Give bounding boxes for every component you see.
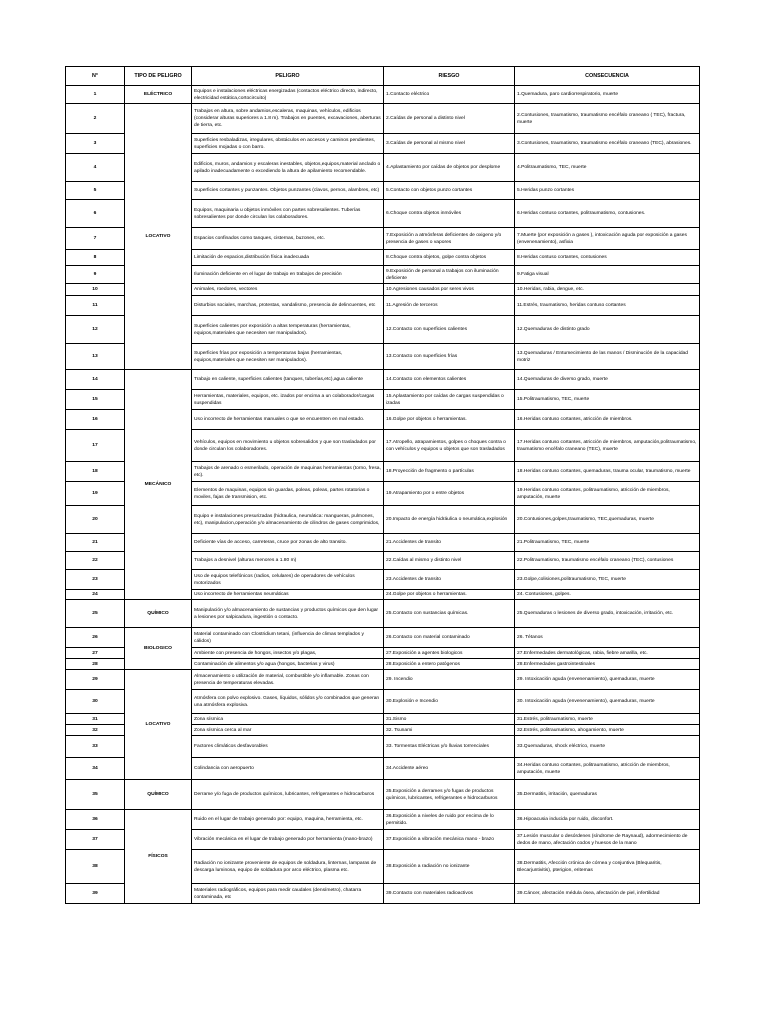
consequence-cell: 1.Quemadura, paro cardiorrespiratorio, muerte	[515, 86, 700, 104]
consequence-cell: 30. Intoxicación aguda (envenenamiento), quemaduras, muerte	[515, 690, 700, 714]
row-number: 36	[66, 810, 125, 830]
hazard-type: QUÍMICO	[125, 600, 192, 628]
hazard-type: LOCATIVO	[125, 104, 192, 370]
consequence-cell: 3.Contusiones, traumatismo, traumatismo encéfalo craneano (TEC), abrasiones.	[515, 134, 700, 154]
row-number: 21	[66, 534, 125, 552]
risk-cell: 6.Choque contra objetos inmóviles	[384, 200, 515, 228]
hazard-cell: Materiales radiográficos, equipos para medir caudales (densímetro), chatarra contaminada, etc	[192, 884, 384, 904]
consequence-cell: 16.Heridas contuso cortantes, atricción de miembros.	[515, 410, 700, 430]
table-row	[66, 370, 700, 390]
risk-cell: 13.Contacto con superficies frías	[384, 344, 515, 370]
row-number: 24	[66, 590, 125, 600]
consequence-cell: 37.Lesión muscular o desórdenes (síndrome de Raynaud), adormecimiento de dedos de mano, afectación codos y huesos de la mano	[515, 830, 700, 850]
row-number: 17	[66, 430, 125, 462]
hazard-cell: Disturbios sociales, marchas, protestas, vandalismo, presencia de delincuentes, etc	[192, 296, 384, 316]
row-number: 39	[66, 884, 125, 904]
consequence-cell: 7.Muerte (por exposición a gases ), intoxicación aguda por exposición a gases (envenenamiento), asfixia	[515, 228, 700, 250]
hazard-cell: Vehículos, equipos en movimiento u objetos sobresalidos y que son trasladados por donde circulan los colaboradores.	[192, 430, 384, 462]
hazard-cell: Uso incorrecto de herramientas neumáticas	[192, 590, 384, 600]
consequence-cell: 39.Cáncer, afectación médula ósea, afectación de piel, infertilidad	[515, 884, 700, 904]
consequence-cell: 22.Politraumatismo, traumatismo encéfalo craneano (TEC), contusiones	[515, 552, 700, 570]
hazard-cell: Herramientas, materiales, equipos, etc. izados por encima a un colaborador/cargas suspendidas	[192, 390, 384, 410]
risk-cell: 19.Atrapamiento por o entre objetos	[384, 482, 515, 506]
row-number: 11	[66, 296, 125, 316]
hazard-cell: Equipos e instalaciones eléctricas energizadas (contactos eléctrico directo, indirecto, electricidad estática,cortocircuito)	[192, 86, 384, 104]
consequence-cell: 9.Fatiga visual	[515, 266, 700, 284]
row-number: 26	[66, 628, 125, 648]
hazard-cell: Contaminación de alimentos y/o agua (hongos, bacterias y virus)	[192, 659, 384, 670]
row-number: 30	[66, 690, 125, 714]
consequence-cell: 5.Heridas punzo cortantes	[515, 182, 700, 200]
consequence-cell: 21.Politraumatismo, TEC, muerte	[515, 534, 700, 552]
risk-cell: 25.Contacto con sustancias químicas.	[384, 600, 515, 628]
consequence-cell: 6.Heridas contuso cortantes, politraumatismo, contusiones.	[515, 200, 700, 228]
hazard-cell: Equipos, maquinaria u objetos inmóviles con partes sobresalientes. Tuberías sobresalientes por donde circulan los colaboradores.	[192, 200, 384, 228]
risk-cell: 2.Caídas de personal a distinto nivel	[384, 104, 515, 134]
hazard-cell: Superficies calientes por exposición a altas temperaturas (herramientas, equipos,materiales que necesiten ser manipulados).	[192, 316, 384, 344]
table-row	[66, 810, 700, 830]
hazard-type: FÍSICOS	[125, 810, 192, 904]
hazard-cell: Limitación de espacios,distribución física inadecuada	[192, 250, 384, 266]
risk-cell: 24.Golpe por objetos o herramientas.	[384, 590, 515, 600]
hazard-type: MECÁNICO	[125, 370, 192, 600]
row-number: 13	[66, 344, 125, 370]
row-number: 20	[66, 506, 125, 534]
hazard-cell: Radiación no ionizante proveniente de equipos de soldadura, linternas, lamparas de descarga luminosa, equipo de soldadura por arco eléctrico, plasma etc.	[192, 850, 384, 884]
hazard-type: LOCATIVO	[125, 670, 192, 780]
header-row	[66, 67, 700, 86]
row-number: 9	[66, 266, 125, 284]
hazard-cell: Deficiente vías de acceso, carreteras, cruce por zonas de alto transito.	[192, 534, 384, 552]
consequence-cell: 25.Quemaduras o lesiones de diverso grado, intoxicación, irritación, etc.	[515, 600, 700, 628]
risk-cell: 4.Aplastamiento por caídas de objetos por desplome	[384, 154, 515, 182]
risk-cell: 10.Agresiones causados por seres vivos	[384, 284, 515, 296]
hazard-cell: Factores climáticos desfavorables	[192, 736, 384, 758]
consequence-cell: 24. Contusiones, golpes.	[515, 590, 700, 600]
risk-cell: 18.Proyección de fragmento o partículas	[384, 462, 515, 482]
risk-cell: 15.Aplastamiento por caídas de cargas suspendidas o izadas	[384, 390, 515, 410]
risk-cell: 35.Exposición a derrames y/o fugas de productos químicos, lubricantes, refrigerantes e hidrocarburos	[384, 780, 515, 810]
row-number: 12	[66, 316, 125, 344]
hazard-type: QUÍMICO	[125, 780, 192, 810]
header-tipo-de-peligro: TIPO DE PELIGRO	[125, 67, 192, 86]
hazard-type: ELÉCTRICO	[125, 86, 192, 104]
hazard-cell: Elementos de maquinas, equipos sin guardas, poleas, poleas, partes rotatorias o moviles, fajas de transmision, etc.	[192, 482, 384, 506]
risk-cell: 3.Caídas de personal al mismo nivel	[384, 134, 515, 154]
risk-cell: 32. Tsunami	[384, 725, 515, 736]
row-number: 16	[66, 410, 125, 430]
hazard-type: BIOLOGICO	[125, 628, 192, 670]
hazard-cell: Trabajos de arenado o esmerilado, operación de maquinas herramientas (torno, fresa, etc).	[192, 462, 384, 482]
row-number: 29	[66, 670, 125, 690]
consequence-cell: 26. Tétanos	[515, 628, 700, 648]
row-number: 33	[66, 736, 125, 758]
table-row	[66, 86, 700, 104]
consequence-cell: 32.Estrés, politraumatismo, ahogamiento, muerte	[515, 725, 700, 736]
row-number: 23	[66, 570, 125, 590]
hazard-cell: Vibración mecánica en el lugar de trabajo generado por herramienta (mano-brazo)	[192, 830, 384, 850]
header-no: N°	[66, 67, 125, 86]
row-number: 3	[66, 134, 125, 154]
hazard-cell: Derrame y/o fuga de productos químicos, lubricantes, refrigerantes e hidrocarburos	[192, 780, 384, 810]
hazard-cell: Trabajo en caliente, superficies calientes (tanques, tuberías,etc),agua caliente	[192, 370, 384, 390]
table-row	[66, 628, 700, 648]
consequence-cell: 19.Heridas contuso cortantes, politraumatismo, atricción de miembros, amputación, muerte	[515, 482, 700, 506]
row-number: 7	[66, 228, 125, 250]
hazard-cell: Superficies frías por exposición a temperaturas bajas (herramientas, equipos,materiales que necesiten ser manipulados).	[192, 344, 384, 370]
hazard-cell: Superficies resbaladizas, irregulares, obstáculos en accesos y caminos pendientes, superficies mojadas o con barro.	[192, 134, 384, 154]
hazard-cell: Edificios, muros, andamios y escaleras inestables, objetos,equipos,material anclado o apilado inadecuadamente o excediendo la altura de apilamiento recomendable.	[192, 154, 384, 182]
risk-cell: 38.Exposición a radiación no ionizante	[384, 850, 515, 884]
consequence-cell: 28.Enfermedades gastrointestinales	[515, 659, 700, 670]
risk-cell: 16.Golpe por objetos o herramientas.	[384, 410, 515, 430]
risk-cell: 7.Exposición a atmósferas deficientes de oxigeno y/o presencia de gases o vapores	[384, 228, 515, 250]
consequence-cell: 31.Estrés, politraumatismo, muerte	[515, 714, 700, 725]
risk-cell: 14.Contacto con elementos calientes	[384, 370, 515, 390]
hazard-cell: Almacenamiento o utilización de material, combustible y/o inflamable. Zonas con presencia de temperaturas elevadas.	[192, 670, 384, 690]
risk-cell: 39.Contacto con materiales radioactivos	[384, 884, 515, 904]
consequence-cell: 2.Contusiones, traumatismo, traumatismo encéfalo craneano ( TEC), fractura, muerte	[515, 104, 700, 134]
consequence-cell: 14.Quemaduras de diverso grado, muerte	[515, 370, 700, 390]
consequence-cell: 36.Hipoacusia inducida por ruido, disconfort.	[515, 810, 700, 830]
row-number: 2	[66, 104, 125, 134]
risk-cell: 33. Tormentas Eléctricas y/o lluvias torrenciales	[384, 736, 515, 758]
consequence-cell: 38.Dermatitis, Afección crónica de córnea y conjuntiva (Blequaritis, Blecarjuntivitis), pterigion, eritemas	[515, 850, 700, 884]
hazard-cell: Iluminación deficiente en el lugar de trabajo en trabajos de precisión	[192, 266, 384, 284]
consequence-cell: 33.Quemaduras, shock eléctrico, muerte	[515, 736, 700, 758]
consequence-cell: 29. Intoxicación aguda (envenenamiento), quemaduras, muerte	[515, 670, 700, 690]
row-number: 37	[66, 830, 125, 850]
hazard-cell: Zona sísmica	[192, 714, 384, 725]
row-number: 32	[66, 725, 125, 736]
risk-cell: 26.Contacto con material contaminado	[384, 628, 515, 648]
header-consecuencia: CONSECUENCIA	[515, 67, 700, 86]
row-number: 35	[66, 780, 125, 810]
hazard-cell: Atmósfera con polvo explosivo. Gases, líquidos, sólidos y/o combinados que generan una atmósfera explosiva.	[192, 690, 384, 714]
hazard-cell: Colindancia con aeropuerto	[192, 758, 384, 780]
risk-cell: 29. Incendio	[384, 670, 515, 690]
risk-cell: 12.Contacto con superficies calientes	[384, 316, 515, 344]
table-row	[66, 780, 700, 810]
consequence-cell: 23.Golpe,colisiones,politraumatismo, TEC, muerte	[515, 570, 700, 590]
consequence-cell: 8.Heridas contuso cortantes, contusiones	[515, 250, 700, 266]
row-number: 31	[66, 714, 125, 725]
header-peligro: PELIGRO	[192, 67, 384, 86]
consequence-cell: 11.Estrés, traumatismo, heridas contuso cortantes	[515, 296, 700, 316]
row-number: 15	[66, 390, 125, 410]
risk-cell: 27.Exposición a agentes biologicos	[384, 648, 515, 659]
hazard-cell: Ruido en el lugar de trabajo generado por: equipo, maquina, herramienta, etc.	[192, 810, 384, 830]
row-number: 8	[66, 250, 125, 266]
risk-cell: 30.Explosión e Incendio	[384, 690, 515, 714]
hazard-cell: Animales, roedores, vectores	[192, 284, 384, 296]
hazard-cell: Zona sísmica cerca al mar	[192, 725, 384, 736]
row-number: 38	[66, 850, 125, 884]
table-row	[66, 670, 700, 690]
risk-cell: 17.Atropello, atrapamientos, golpes o choques contra o con vehículos y equipos u objetos que son trasladados	[384, 430, 515, 462]
consequence-cell: 12.Quemaduras de distinto grado	[515, 316, 700, 344]
consequence-cell: 34.Heridas contuso cortantes, politraumatismo, atricción de miembros, amputación, muerte	[515, 758, 700, 780]
hazard-cell: Espacios confinados como tanques, cisternas, buzones, etc.	[192, 228, 384, 250]
row-number: 14	[66, 370, 125, 390]
hazard-cell: Uso de equipos telefónicos (radios, celulares) de operadores de vehículos motorizados	[192, 570, 384, 590]
risk-cell: 23.Accidentes de transito	[384, 570, 515, 590]
consequence-cell: 13.Quemaduras / Entumecimiento de las manos / Disminución de la capacidad motriz	[515, 344, 700, 370]
row-number: 5	[66, 182, 125, 200]
risk-cell: 8.Choque contra objetos, golpe contra objetos	[384, 250, 515, 266]
risk-cell: 20.Impacto de energía hidráulica o neumática,explosión	[384, 506, 515, 534]
risk-cell: 31.Sismo	[384, 714, 515, 725]
risk-cell: 28.Exposición a entero patógenos	[384, 659, 515, 670]
risk-cell: 11.Agresión de terceros	[384, 296, 515, 316]
row-number: 4	[66, 154, 125, 182]
hazard-cell: Superficies cortantes y punzantes. Objetos punzantes (clavos, pernos, alambres, etc)	[192, 182, 384, 200]
hazard-cell: Equipo e instalaciones presurizadas (hidraulica, neumática: mangueras, pulmones, etc), manipulacion,operación y/o almacenamiento de cilindros de gases comprimidos,	[192, 506, 384, 534]
row-number: 10	[66, 284, 125, 296]
risk-cell: 5.Contacto con objetos punzo cortantes	[384, 182, 515, 200]
hazard-cell: Ambiente con presencia de hongos, insectos y/o plagas,	[192, 648, 384, 659]
risk-cell: 22.Caídas al mismo y distinto nivel	[384, 552, 515, 570]
hazard-cell: Manipulación y/o almacenamiento de sustancias y productos químicos que den lugar a lesiones por salpicadura, ingestión o contacto.	[192, 600, 384, 628]
hazard-table	[65, 66, 700, 904]
hazard-cell: Uso incorrecto de herramientas manuales o que se encuentren en mal estado.	[192, 410, 384, 430]
risk-cell: 37.Exposición a vibración mecánica mano - brazo	[384, 830, 515, 850]
hazard-cell: Material contaminado con Clostridium tetani, (influencia de climas templados y cálidos)	[192, 628, 384, 648]
risk-cell: 9.Exposición de personal a trabajos con iluminación deficiente	[384, 266, 515, 284]
consequence-cell: 10.Heridas, rabia, dengue, etc.	[515, 284, 700, 296]
row-number: 1	[66, 86, 125, 104]
table-row	[66, 600, 700, 628]
consequence-cell: 27.Enfermedades dermatológicas, rabia, fiebre amarilla, etc.	[515, 648, 700, 659]
consequence-cell: 17.Heridas contuso cortantes, atricción de miembros, amputación,politraumatismo, traumatismo encéfalo craneano (TEC), muerte	[515, 430, 700, 462]
row-number: 28	[66, 659, 125, 670]
row-number: 34	[66, 758, 125, 780]
row-number: 25	[66, 600, 125, 628]
hazard-cell: Trabajos en altura, sobre andamios,escaleras, maquinas, vehículos, edificios (considerar alturas superiores a 1.8 m). Trabajos en puentes, excavaciones, aberturas de tierra, etc.	[192, 104, 384, 134]
consequence-cell: 35.Dermatitis, irritación, quemaduras	[515, 780, 700, 810]
table-body	[66, 86, 700, 904]
consequence-cell: 18.Heridas contuso cortantes, quemaduras, trauma ocular, traumatismo, muerte	[515, 462, 700, 482]
row-number: 6	[66, 200, 125, 228]
consequence-cell: 20.Contusiones,golpes,traumatismo, TEC,quemaduras, muerte	[515, 506, 700, 534]
table-row	[66, 104, 700, 134]
risk-cell: 1.Contacto eléctrico	[384, 86, 515, 104]
header-riesgo: RIESGO	[384, 67, 515, 86]
risk-cell: 21.Accidentes de transito	[384, 534, 515, 552]
row-number: 27	[66, 648, 125, 659]
risk-cell: 36.Exposición a niveles de ruido por encima de lo permitido.	[384, 810, 515, 830]
hazard-cell: Trabajos a desnivel (alturas menores a 1.80 m)	[192, 552, 384, 570]
consequence-cell: 15.Politraumatismo, TEC, muerte	[515, 390, 700, 410]
row-number: 19	[66, 482, 125, 506]
row-number: 18	[66, 462, 125, 482]
risk-cell: 34.Accidente aéreo	[384, 758, 515, 780]
consequence-cell: 4.Politraumatismo, TEC, muerte	[515, 154, 700, 182]
row-number: 22	[66, 552, 125, 570]
